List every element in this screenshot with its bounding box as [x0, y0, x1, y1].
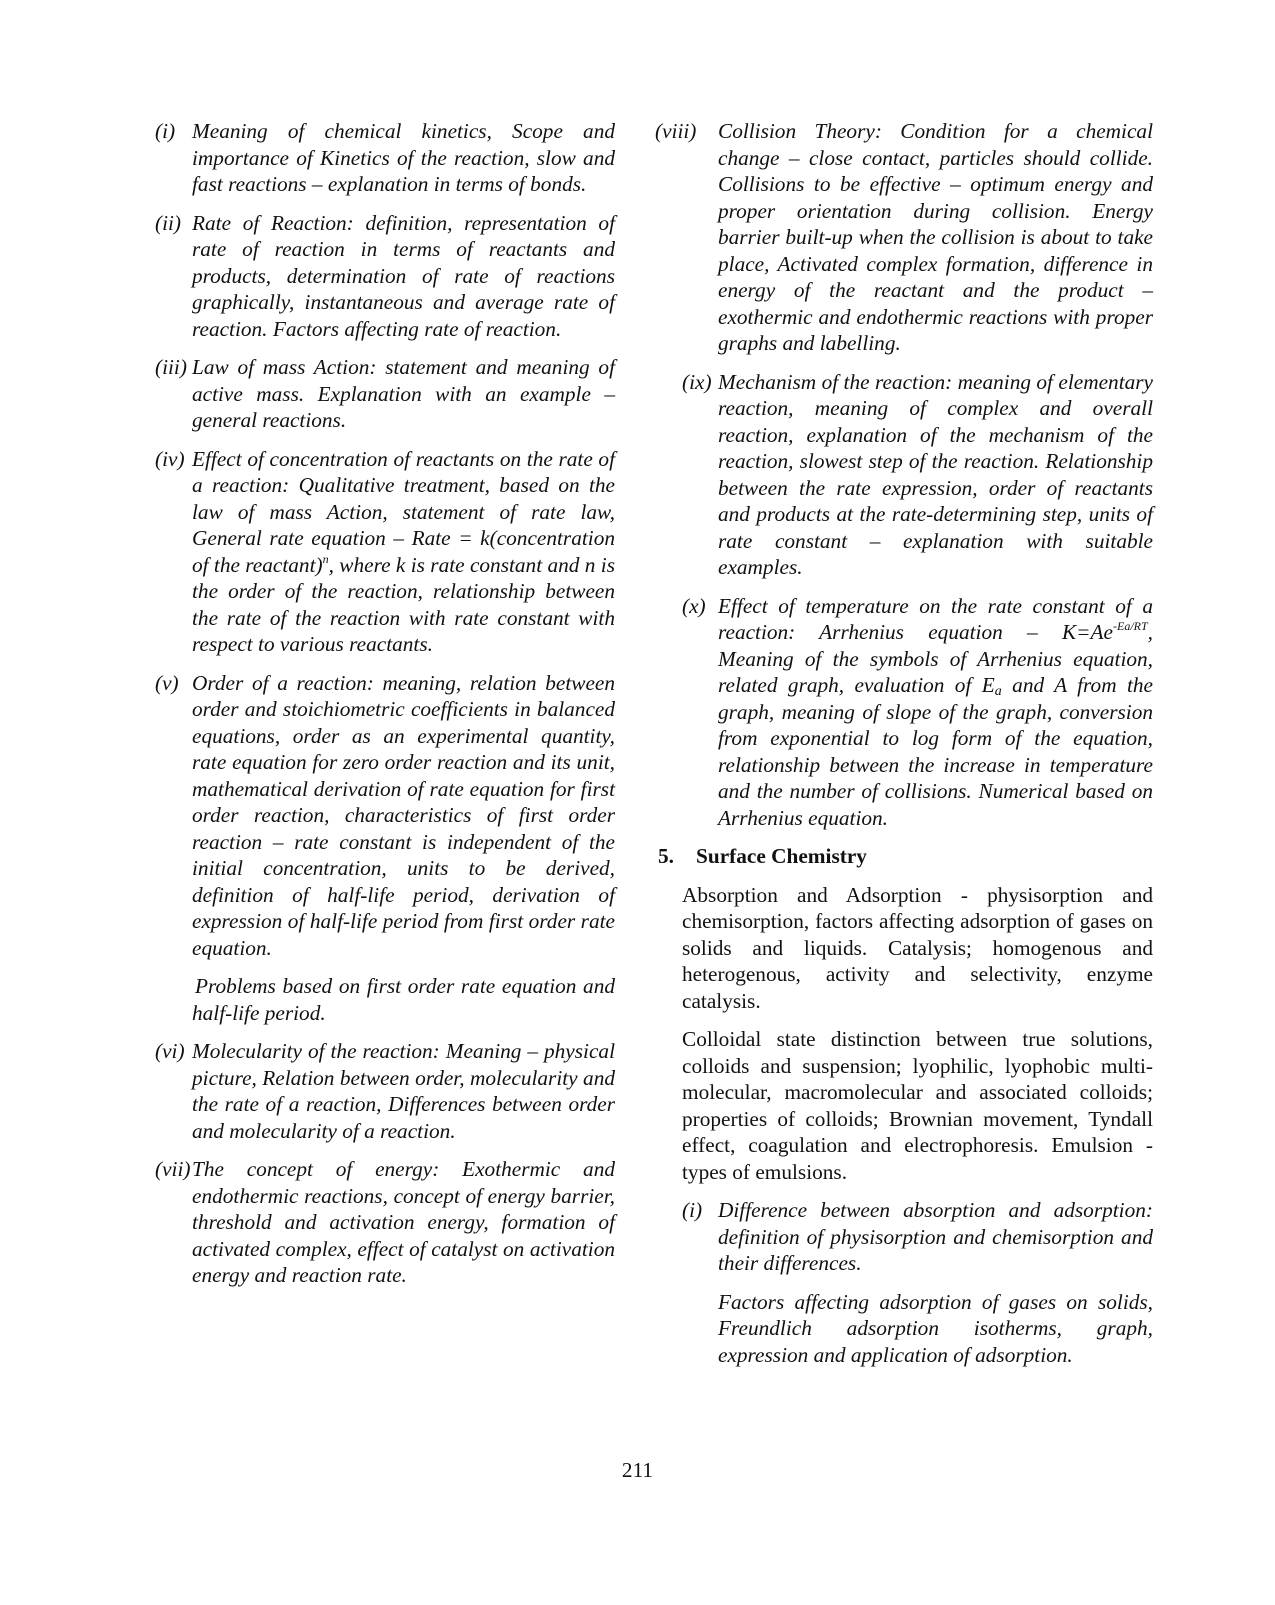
item-text-part: , where k is rate constant and n is the order of the reaction, relationship between the rate of the reaction with rate constant with respect to various reactants. — [192, 552, 615, 656]
item-number: (iv) — [155, 446, 185, 471]
list-item — [655, 118, 1153, 357]
item-number: (x) — [682, 593, 706, 618]
item-text: Collision Theory: Condition for a chemical change – close contact, particles should collide. Collisions to be effective – optimum energy and proper orientation during collision. Energy barrier built-up when the collision is about to take place, Activated complex formation, difference in energy of the reactant and the product – exothermic and endothermic reactions with proper graphs and labelling. — [718, 119, 1153, 355]
section-number: 5. — [658, 844, 674, 868]
item-number: (vi) — [155, 1039, 185, 1063]
item-text: Order of a reaction: meaning, relation between order and stoichiometric coefficients in balanced equations, order as an experimental quantity, rate equation for zero order reaction and its unit, mathematical derivation of rate equation for first order reaction, characteristics of first order reaction – rate constant is independent of the initial concentration, units to be derived, definition of half-life period, derivation of expression of half-life period from first order rate equation. — [192, 670, 615, 960]
exponent: -Ea/RT — [1113, 619, 1148, 633]
item-text-part: , Meaning of the symbols of Arrhenius equation, related graph, evaluation of E — [718, 620, 1153, 697]
item-text: Meaning of chemical kinetics, Scope and importance of Kinetics of the reaction, slow and fast reactions – explanation in terms of bonds. — [192, 119, 615, 196]
item-number: (i) — [155, 119, 176, 143]
section-paragraph: Colloidal state distinction between true solutions, colloids and suspension; lyophilic, lyophobic multi-molecular, macromolecular and associated colloids; properties of colloids; Brownian movement, Tyndall effect, coagulation and electrophoresis. Emulsion - types of emulsions. — [682, 1027, 1153, 1184]
section-heading — [658, 843, 1153, 870]
item-number: (viii) — [655, 119, 697, 143]
list-item — [155, 1038, 615, 1144]
item-text: Difference between absorption and adsorption: definition of physisorption and chemisorption and their differences. — [718, 1198, 1153, 1275]
left-column — [155, 118, 615, 1301]
sub-paragraph: Factors affecting adsorption of gases on solids, Freundlich adsorption isotherms, graph, expression and application of adsorption. — [718, 1289, 1153, 1367]
item-text: Rate of Reaction: definition, representation of rate of reaction in terms of reactants and products, determination of rate of reactions graphically, instantaneous and average rate of reaction. Factors affecting rate of reaction. — [192, 210, 615, 341]
section-paragraph: Absorption and Adsorption - physisorption and chemisorption, factors affecting adsorption of gases on solids and liquids. Catalysis; homogenous and heterogenous, activity and selectivity, enzyme catalysis. — [682, 882, 1153, 1013]
list-item — [155, 670, 615, 962]
list-item — [682, 1197, 1153, 1277]
list-item — [682, 369, 1153, 581]
item-number: (ix) — [682, 369, 712, 394]
item-number: (ii) — [155, 210, 182, 235]
item-text: Law of mass Action: statement and meaning of active mass. Explanation with an example – general reactions. — [192, 355, 615, 432]
item-text — [192, 446, 615, 658]
list-item — [155, 118, 615, 198]
sub-paragraph: Problems based on first order rate equation and half-life period. — [192, 974, 615, 1025]
subscript: a — [994, 684, 1002, 699]
item-number: (v) — [155, 670, 179, 695]
right-column — [655, 118, 1153, 1380]
list-item — [682, 593, 1153, 832]
section-title: Surface Chemistry — [696, 844, 867, 868]
item-text-part: Effect of temperature on the rate constant of a reaction: Arrhenius equation – K=Ae — [718, 593, 1153, 644]
item-text: The concept of energy: Exothermic and endothermic reactions, concept of energy barrier, threshold and activation energy, formation of activated complex, effect of catalyst on activation energy and reaction rate. — [192, 1157, 615, 1287]
item-number: (iii) — [155, 355, 187, 379]
item-text — [718, 593, 1153, 832]
item-text-part: and A from the graph, meaning of slope of the graph, conversion from exponential to log form of the equation, relationship between the increase in temperature and the number of collisions. Numerical based on Arrhenius equation. — [718, 673, 1153, 830]
exponent: n — [322, 551, 329, 566]
list-item — [155, 354, 615, 434]
item-number: (vii) — [155, 1157, 191, 1181]
item-text: Mechanism of the reaction: meaning of elementary reaction, meaning of complex and overall reaction, explanation of the mechanism of the reaction, slowest step of the reaction. Relationship between the rate expression, order of reactants and products at the rate-determining step, units of rate constant – explanation with suitable examples. — [718, 369, 1153, 579]
page-number: 211 — [621, 1458, 654, 1482]
list-item — [155, 446, 615, 658]
item-number: (i) — [682, 1198, 703, 1222]
list-item — [155, 210, 615, 343]
item-text: Molecularity of the reaction: Meaning – physical picture, Relation between order, molecularity and the rate of a reaction, Differences between order and molecularity of a reaction. — [192, 1039, 615, 1143]
item-text-part: Effect of concentration of reactants on the rate of a reaction: Qualitative treatment, based on the law of mass Action, statement of rate law, General rate equation – Rate = k(concentration of the reactant) — [192, 446, 615, 577]
list-item — [155, 1156, 615, 1289]
